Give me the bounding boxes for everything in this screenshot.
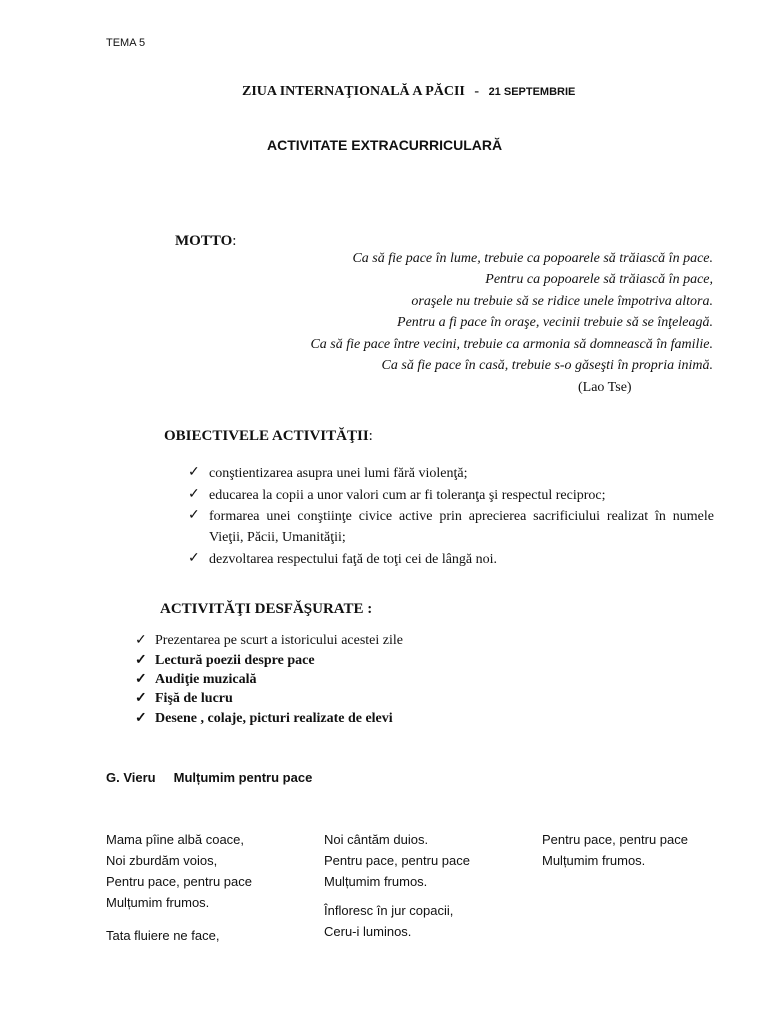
poem-author: G. Vieru [106,770,156,785]
activity-item [135,652,315,669]
objectives-heading [164,428,373,445]
activity-item [135,671,257,688]
motto-label [175,233,236,250]
objective-check-icon: ✓ [188,487,200,502]
title-text: ZIUA INTERNAŢIONALĂ A PĂCII [242,84,465,99]
subtitle: ACTIVITATE EXTRACURRICULARĂ [267,137,503,153]
poem-line: Mama pîine albă coace, [106,832,245,847]
poem-line: Tata fluiere ne face, [106,928,220,943]
objective-check-icon: ✓ [188,551,200,566]
activity-label: Prezentarea pe scurt a istoricului acestei zile [155,633,403,648]
motto-line: Ca să fie pace între vecini, trebuie ca armonia să domnească în familie. [310,337,713,352]
objective-item: educarea la copii a unor valori cum ar fi toleranţa şi respectul reciproc; [209,488,606,503]
objectives-heading-text: OBIECTIVELE ACTIVITĂŢII [164,428,369,444]
activity-check-icon: ✓ [135,633,147,648]
activity-label: Lectură poezii despre pace [155,653,315,668]
poem-column-1 [106,829,252,946]
poem-line: Înfloresc în jur copacii, [324,903,454,918]
title-separator: - [474,84,480,99]
motto-line: Pentru ca popoarele să trăiască în pace, [485,272,713,287]
poem-line: Noi zburdăm voios, [106,853,218,868]
objective-item: formarea unei conştiinţe civice active prin aprecierea sacrificiului realizat în numele Vieţii, Păcii, Umanităţii; [209,509,714,545]
poem-line: Mulțumim frumos. [106,895,210,910]
activity-item [135,710,393,727]
motto-author: (Lao Tse) [578,380,632,395]
poem-title: Mulțumim pentru pace [173,770,313,785]
poem-line: Ceru-i luminos. [324,924,412,939]
objective-check-icon: ✓ [188,508,200,523]
motto-line: Pentru a fi pace în oraşe, vecinii trebuie să se înţeleagă. [397,315,713,330]
poem-heading [106,770,312,785]
activity-label: Desene , colaje, picturi realizate de elevi [155,711,393,726]
poem-line [106,913,252,925]
objective-item: conştientizarea asupra unei lumi fără violenţă; [209,466,468,481]
poem-line [324,892,470,900]
activity-check-icon: ✓ [135,711,147,726]
objective-item: dezvoltarea respectului faţă de toţi cei de lângă noi. [209,552,498,567]
motto-line: Ca să fie pace în casă, trebuie s-o găseşti în propria inimă. [381,358,713,373]
poem-line: Mulțumim frumos. [542,853,646,868]
poem-column-3 [542,829,688,871]
poem-line: Noi cântăm duios. [324,832,429,847]
motto-line: oraşele nu trebuie să se ridice unele împotriva altora. [411,294,713,309]
poem-line: Pentru pace, pentru pace [542,832,688,847]
activity-item [135,690,233,707]
poem-line: Pentru pace, pentru pace [106,874,252,889]
poem-column-2 [324,829,470,942]
motto-line: Ca să fie pace în lume, trebuie ca popoarele să trăiască în pace. [352,251,713,266]
objectives-colon: : [368,428,373,444]
tema-label: TEMA 5 [106,37,146,49]
document-title [242,84,575,100]
activity-item [135,632,403,649]
activity-check-icon: ✓ [135,691,147,706]
objective-check-icon: ✓ [188,465,200,480]
activity-label: Fişă de lucru [155,691,233,706]
motto-colon: : [232,233,237,249]
motto-label-text: MOTTO [175,233,233,249]
poem-line: Pentru pace, pentru pace [324,853,470,868]
activity-check-icon: ✓ [135,672,147,687]
activity-check-icon: ✓ [135,653,147,668]
activity-label: Audiţie muzicală [155,672,257,687]
activities-heading: ACTIVITĂŢI DESFĂŞURATE : [160,601,373,617]
title-date: 21 SEPTEMBRIE [488,86,576,98]
poem-line: Mulțumim frumos. [324,874,428,889]
